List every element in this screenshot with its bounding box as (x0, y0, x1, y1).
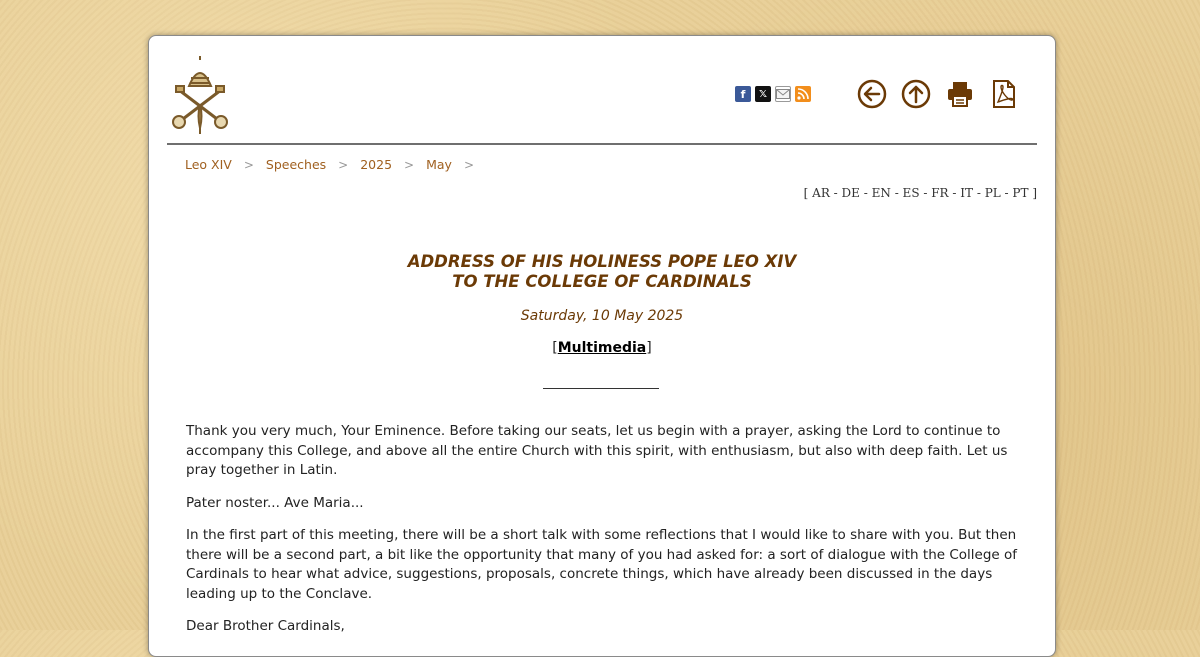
social-share-bar (735, 86, 811, 102)
page-title (149, 252, 1055, 292)
mail-icon[interactable] (775, 86, 791, 102)
page-tools (857, 78, 1019, 110)
chevron-right-icon: > (338, 157, 349, 172)
header-divider (167, 143, 1037, 145)
vatican-keys-logo[interactable] (167, 56, 233, 136)
pdf-icon[interactable] (989, 78, 1019, 110)
breadcrumb-speeches[interactable]: Speeches (265, 157, 327, 172)
breadcrumb-leo-xiv[interactable]: Leo XIV (185, 157, 232, 172)
speech-date: Saturday, 10 May 2025 (520, 308, 684, 324)
paragraph: Dear Brother Cardinals, (186, 618, 345, 634)
title-line-1: ADDRESS OF HIS HOLINESS POPE LEO XIV (407, 252, 797, 271)
multimedia-link[interactable]: Multimedia (557, 340, 647, 356)
speech-body (186, 422, 1024, 650)
breadcrumb (185, 157, 486, 172)
multimedia-link-wrapper: [Multimedia] (552, 340, 652, 356)
up-arrow-icon[interactable] (901, 78, 931, 110)
chevron-right-icon: > (243, 157, 254, 172)
chevron-right-icon: > (463, 157, 475, 172)
section-divider (543, 388, 659, 389)
paragraph: Thank you very much, Your Eminence. Before taking our seats, let us begin with a prayer, asking the Lord to continue to accompany this College, and above all the entire Church with this spirit, with enthusiasm, but also with deep faith. Let us pray together in Latin. (186, 423, 1008, 478)
facebook-icon[interactable]: f (735, 86, 751, 102)
paragraph: In the first part of this meeting, there will be a short talk with some reflections that I would like to share with you. But then there will be a second part, a bit like the opportunity that many of you had asked for: a sort of dialogue with the College of Cardinals to hear what advice, suggestions, proposals, concrete things, which have already been discussed in the days leading up to the Conclave. (186, 527, 1018, 602)
language-selector[interactable]: [ AR - DE - EN - ES - FR - IT - PL - PT ] (803, 186, 1037, 200)
x-icon[interactable]: 𝕏 (755, 86, 771, 102)
back-arrow-icon[interactable] (857, 78, 887, 110)
breadcrumb-may[interactable]: May (426, 157, 452, 172)
breadcrumb-2025[interactable]: 2025 (360, 157, 393, 172)
page-container (148, 35, 1056, 657)
print-icon[interactable] (945, 78, 975, 110)
chevron-right-icon: > (404, 157, 415, 172)
rss-icon[interactable] (795, 86, 811, 102)
paragraph: Pater noster... Ave Maria... (186, 494, 364, 511)
title-line-2: TO THE COLLEGE OF CARDINALS (452, 272, 752, 291)
